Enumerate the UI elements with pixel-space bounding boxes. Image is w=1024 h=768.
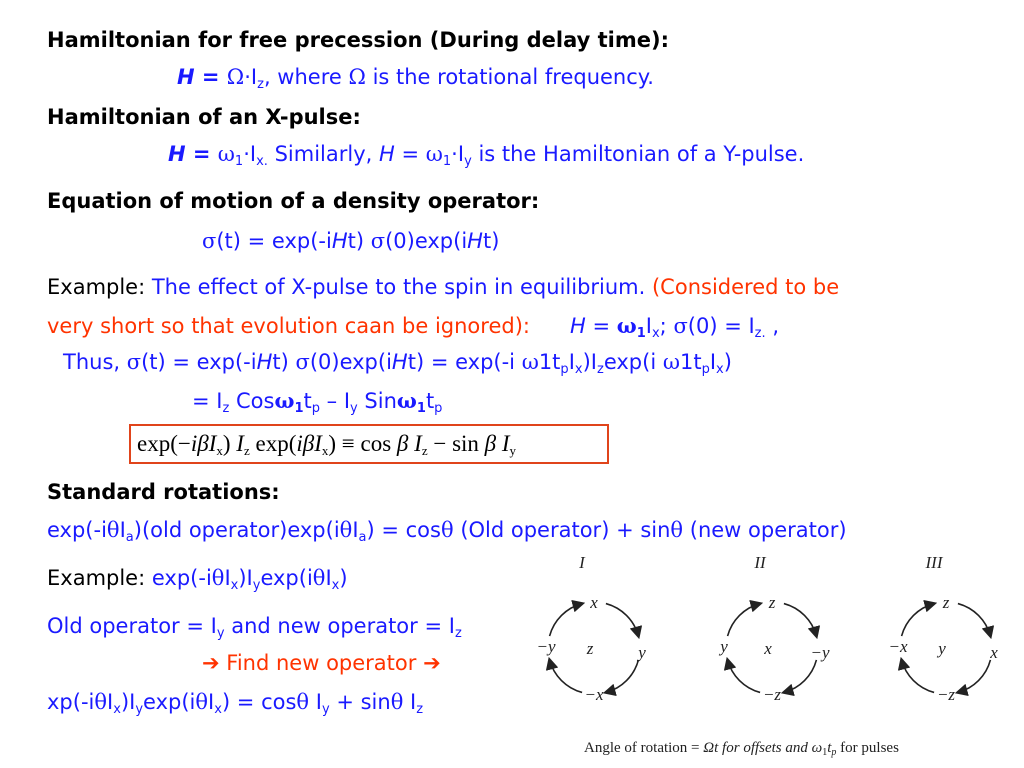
example-standard-rotation: Example: $\exp(-i\theta I_x)I_y\exp(i\theta I_x)$ [47,566,348,593]
axis-label-left: y [720,637,728,656]
rotation-panel-3 [888,553,998,704]
rotation-arc-1 [958,604,991,637]
rotation-arc-2 [784,660,817,693]
old-new-operator: Old operator = $I_y$ and new operator = $I_z$ [47,614,462,641]
panel-roman-numeral: II [754,553,766,572]
axis-label-left: −y [536,637,556,656]
axis-label-left: −x [888,637,908,656]
example-x-pulse: Example: The effect of X-pulse to the spin in equilibrium. (Considered to be [47,275,840,299]
axis-label-right: −y [810,643,830,662]
rotation-arc-3 [550,660,583,693]
axis-label-top: x [590,593,598,612]
rotation-arc-4 [728,604,761,637]
rotation-arc-2 [606,660,639,693]
hamiltonian-x-pulse-equation: $H = \omega_1\cdot I_{x.}$ Similarly, $H = \omega_1\cdot I_y$ is the Hamiltonian of a Y-pulse. [168,142,805,169]
heading-standard-rotations: Standard rotations: [47,480,280,504]
rotation-arc-1 [784,604,817,637]
final-equation: $xp(-i\theta I_x)I_y\exp(i\theta I_x) = \cos\theta$ $I_y + \sin\theta$ $I_z$ [47,690,424,717]
rotation-diagram-svg [522,548,1014,762]
hamiltonian-free-equation: $H = \Omega\cdot I_z$, where Ω is the rotational frequency. [177,65,654,92]
panel-roman-numeral: III [925,553,943,572]
rotation-identity-formula: exp(−iβI$_x$) $I_z$ exp(iβI$_x$) ≡ cos β $I_z - \sin \beta$ $I_y$ [129,424,609,464]
thus-equation: Thus, σ(t) = exp(-iHt) σ(0)exp(iHt) = exp(-i $\omega 1t_pI_x)I_z\exp(i$ $\omega 1t_pI_x$) [63,350,732,377]
example-x-pulse-continued: very short so that evolution caan be ignored): $H = \omega_1I_x$; $\sigma(0) = I_{z.}$ , [47,313,779,341]
rotation-arc-4 [550,604,583,637]
rotation-arc-4 [902,604,935,637]
axis-label-top: z [942,593,950,612]
axis-label-center: y [938,639,946,658]
axis-label-right: x [990,643,998,662]
axis-label-center: z [586,639,594,658]
axis-label-bottom: −x [584,685,604,704]
rotation-diagram [522,548,1014,762]
figure-caption: Angle of rotation = Ωt for offsets and $\omega_1t_p$ for pulses [584,740,899,758]
rotation-arc-3 [902,660,935,693]
heading-equation-of-motion: Equation of motion of a density operator: [47,189,540,213]
equation-of-motion: σ(t) = exp(-iHt) σ(0)exp(iHt) [202,229,500,253]
rotation-panel-2 [718,553,830,704]
heading-x-pulse: Hamiltonian of an X-pulse: [47,105,361,129]
axis-label-top: z [768,593,776,612]
heading-free-precession: Hamiltonian for free precession (During delay time): [47,28,669,52]
rotation-arc-1 [606,604,639,637]
rotation-arc-2 [958,660,991,693]
axis-label-center: x [764,639,772,658]
axis-label-bottom: −z [762,685,782,704]
result-equation: = $I_z$ $Cos\omega_1t_p - I_y$ $Sin\omega_1t_p$ [192,388,443,416]
axis-label-bottom: −z [936,685,956,704]
arrow-right-icon: ➔ [202,651,220,675]
panel-roman-numeral: I [579,553,585,572]
rotation-panel-1 [536,553,646,704]
standard-rotation-equation: exp(-iθI$_a$)(old operator)exp(iθI$_a$) = cosθ (Old operator) + sinθ (new operator) [47,518,847,545]
arrow-right-icon: ➔ [423,651,441,675]
axis-label-right: y [638,643,646,662]
rotation-arc-3 [728,660,761,693]
find-new-operator: ➔ Find new operator ➔ [202,651,441,675]
